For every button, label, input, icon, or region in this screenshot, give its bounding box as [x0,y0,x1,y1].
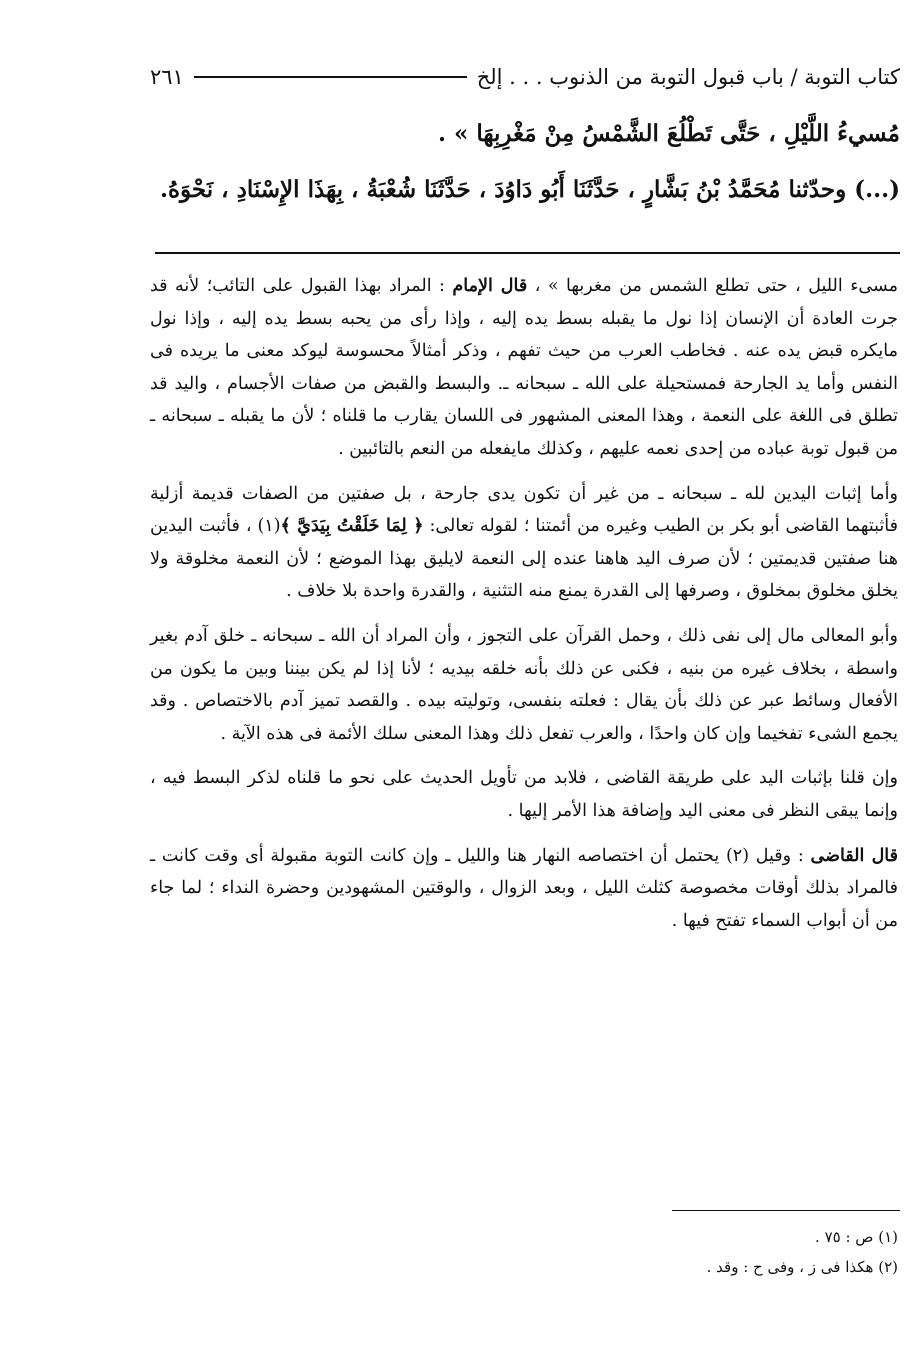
page-header [150,60,900,94]
header-rule [194,76,467,78]
p5-speaker: قال القاضى [810,845,899,866]
p2-text-a: وأما إثبات اليدين لله ـ سبحانه ـ من غير أن تكون يدى جارحة ، بل صفتين من الصفات قديمة أزلية فأثبتهما القاضى أبو بكر بن الطيب وغيره من أئمتنا ؛ لقوله تعالى: [150,483,898,537]
running-title: كتاب التوبة / باب قبول التوبة من الذنوب . . . إلخ [476,65,900,89]
commentary-paragraph-2 [150,478,898,608]
p2-quran-quote: ﴿ لِمَا خَلَقْتُ بِيَدَيَّ ﴾ [280,516,424,537]
footnote-divider [672,1210,900,1211]
commentary-block [150,270,898,937]
p1-text-c: : المراد بهذا القبول على التائب؛ لأنه قد جرت العادة أن الإنسان إذا نول ما يقبله بسط يده إليه ، وإذا رأى من يحبه بسط يده إليه ، وإذا نول مايكره قبض يده عنه . فخاطب العرب من حيث تفهم ، وذكر أمثالاً محسوسة ليوكد معنى ما يريده فى النفس وأما يد الجارحة فمستحيلة على الله ـ سبحانه ـ. والبسط والقبض من صفات الأجسام ، واليد قد تطلق فى اللغة على النعمة ، وهذا المعنى المشهور فى اللسان يقارب ما قلناه ؛ لأن ما يقبله ـ سبحانه ـ من قبول توبة عباده من إحدى نعمه عليهم ، وكذلك مايفعله من النعم بالتائبين . [150,276,898,459]
p1-text-a: مسىء الليل ، حتى تطلع الشمس من مغربها » ، [527,276,899,296]
footnotes [500,1222,898,1282]
commentary-paragraph-5 [150,840,898,938]
p5-text-b: : وقيل (٢) يحتمل أن اختصاصه النهار هنا والليل ـ وإن كانت التوبة مقبولة أى وقت كانت ـ فالمراد بذلك أوقات مخصوصة كثلث الليل ، وبعد الزوال ، والوقتين المشهودين وحضرة النداء ؛ لما جاء من أن أبواب السماء تفتح فيها . [150,845,898,931]
hadith-line-1: مُسيءُ اللَّيْلِ ، حَتَّى تَطْلُعَ الشَّمْسُ مِنْ مَغْرِبِهَا » . [438,120,900,147]
p2-text-c: (١) ، فأثبت اليدين هنا صفتين قديمتين ؛ لأن صرف اليد هاهنا عنده إلى النعمة لايليق بهذا الموضع ؛ لأن النعمة مخلوقة ولا يخلق مخلوق بمخلوق ، وصرفها إلى القدرة يمنع منه التثنية ، والقدرة واحدة بلا خلاف . [150,516,898,602]
p1-speaker: قال الإمام [452,276,528,296]
footnote-1: (١) ص : ٧٥ . [815,1228,898,1246]
commentary-paragraph-1 [150,270,898,466]
page-number: ٢٦١ [150,65,184,89]
commentary-paragraph-3: وأبو المعالى مال إلى نفى ذلك ، وحمل القرآن على التجوز ، وأن المراد أن الله ـ سبحانه ـ خلق آدم بغير واسطة ، بخلاف غيره من بنيه ، فكنى عن ذلك بأنه خلقه بيديه ؛ لأنا إذا لم يكن بيننا وبين ما يكون من الأفعال وسائط عبر عن ذلك بأن يقال : فعلته بنفسى، وتوليته بيده . والقصد تميز آدم بالاختصاص . وقد يجمع الشىء تفخيما وإن كان واحدًا ، والعرب تفعل ذلك وهذا المعنى سلك الأئمة فى هذه الآية . [150,625,898,744]
section-divider [155,252,900,254]
footnote-2: (٢) هكذا فى ز ، وفى ح : وقد . [706,1258,898,1276]
commentary-paragraph-4: وإن قلنا بإثبات اليد على طريقة القاضى ، فلابد من تأويل الحديث على نحو ما قلناه لذكر البسط فيه ، وإنما يبقى النظر فى معنى اليد وإضافة هذا الأمر إليها . [150,768,898,821]
hadith-line-2: (...) وحدّثنا مُحَمَّدُ بْنُ بَشَّارٍ ، حَدَّثَنَا أَبُو دَاوُدَ ، حَدَّثَنَا شُعْبَةُ ، بِهَذَا الإِسْنَادِ ، نَحْوَهُ. [159,176,900,203]
